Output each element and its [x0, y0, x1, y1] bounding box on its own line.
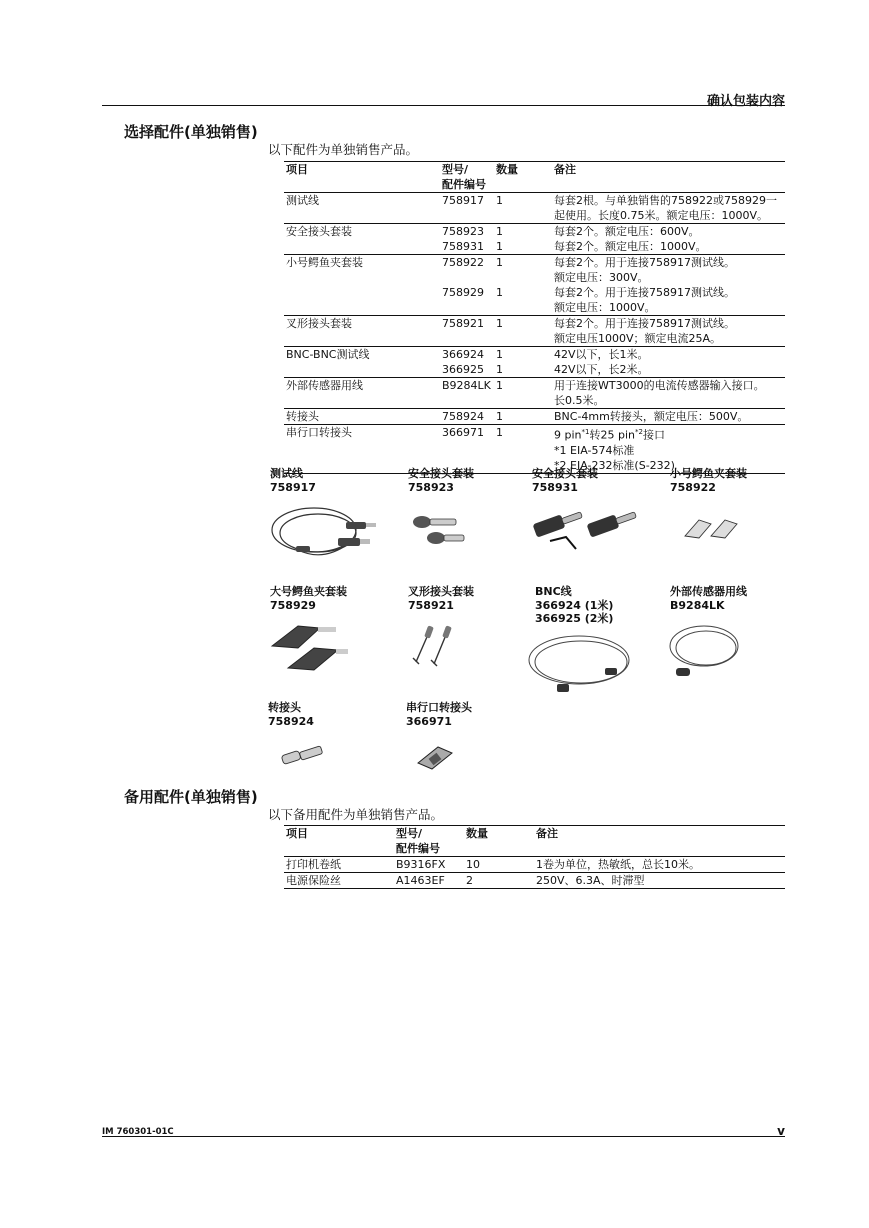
col-header-note: 备注: [552, 162, 785, 193]
figure-caption-adapter: 转接头 758924: [268, 701, 314, 728]
section-intro-spare: 以下备用配件为单独销售产品。: [268, 807, 444, 822]
header-rule: [102, 105, 785, 106]
col-header-note: 备注: [534, 826, 785, 857]
figure-caption-large-clip: 大号鳄鱼夹套装 758929: [270, 585, 347, 612]
table-row: 测试线 758917 1 每套2根。与单独销售的758922或758929一 起使用。长度0.75米。额定电压：1000V。: [286, 194, 777, 222]
table-row: 串行口转接头 366971 1 9 pin$^{*1}$转25 pin$^{*2}$接口 *1 EIA-574标准 *2 EIA-232标准(S-232): [284, 425, 785, 474]
figure-caption-safety-terminal-758923: 安全接头套装 758923: [408, 467, 474, 494]
figure-caption-bnc-cable: BNC线 366924 (1米) 366925 (2米): [535, 585, 614, 625]
sensor-cable-illustration: [664, 620, 742, 682]
table-row: 电源保险丝 A1463EF 2 250V、6.3A、时滞型: [284, 873, 785, 889]
table-header-row: [284, 162, 785, 193]
table-row: 叉形接头套装 758921 1 每套2个。用于连接758917测试线。 额定电压1000V；额定电流25A。: [284, 316, 785, 347]
table-row: 安全接头套装 758923 758931 1 1 每套2个。额定电压：600V。 每套2个。额定电压：1000V。: [284, 224, 785, 255]
col-header-qty: 数量: [494, 162, 552, 193]
large-alligator-clip-illustration: [268, 618, 350, 678]
table-header-row: [284, 826, 785, 857]
running-header-title: 确认包装内容: [706, 94, 785, 109]
figure-caption-serial-adapter: 串行口转接头 366971: [406, 701, 472, 728]
col-header-item: 项目: [284, 826, 394, 857]
bnc-cable-illustration: [525, 630, 633, 698]
figure-caption-safety-terminal-758931: 安全接头套装 758931: [532, 467, 598, 494]
footer-rule: [102, 1136, 785, 1137]
figure-caption-test-lead: 测试线 758917: [270, 467, 316, 494]
serial-adapter-illustration: [414, 741, 456, 775]
col-header-model: 型号/ 配件编号: [440, 162, 494, 193]
table-row: 打印机卷纸 B9316FX 10 1卷为单位，热敏纸，总长10米。: [286, 858, 700, 871]
table-row: 转接头 758924 1 BNC-4mm转接头，额定电压：500V。: [284, 409, 785, 425]
optional-accessories-table: [284, 161, 785, 474]
section-intro-optional: 以下配件为单独销售产品。: [268, 142, 419, 157]
small-alligator-clip-illustration: [683, 510, 741, 544]
section-title-optional-accessories: 选择配件(单独销售): [124, 123, 258, 141]
page-number: v: [777, 1124, 785, 1138]
document-id: IM 760301-01C: [102, 1127, 174, 1137]
col-header-qty: 数量: [464, 826, 534, 857]
table-row: 小号鳄鱼夹套装 758922 758929 1 1 每套2个。用于连接758917测试线。 额定电压：300V。 每套2个。用于连接758917测试线。 额定电压：1000V。: [284, 255, 785, 316]
figure-caption-sensor-cable: 外部传感器用线 B9284LK: [670, 585, 747, 612]
adapter-illustration: [280, 743, 326, 771]
fork-terminal-illustration: [410, 622, 460, 668]
figure-caption-fork-terminal: 叉形接头套装 758921: [408, 585, 474, 612]
col-header-item: 项目: [284, 162, 440, 193]
table-row: 外部传感器用线 B9284LK 1 用于连接WT3000的电流传感器输入接口。 长0.5米。: [284, 378, 785, 409]
test-lead-illustration: [268, 500, 380, 568]
safety-terminal-758923-illustration: [408, 510, 468, 550]
spare-parts-table: [284, 825, 785, 889]
figure-caption-small-clip: 小号鳄鱼夹套装 758922: [670, 467, 747, 494]
section-title-spare-parts: 备用配件(单独销售): [124, 788, 258, 806]
table-row: BNC-BNC测试线 366924 366925 1 1 42V以下，长1米。 42V以下，长2米。: [284, 347, 785, 378]
col-header-model: 型号/ 配件编号: [394, 826, 464, 857]
safety-terminal-758931-illustration: [530, 505, 642, 551]
